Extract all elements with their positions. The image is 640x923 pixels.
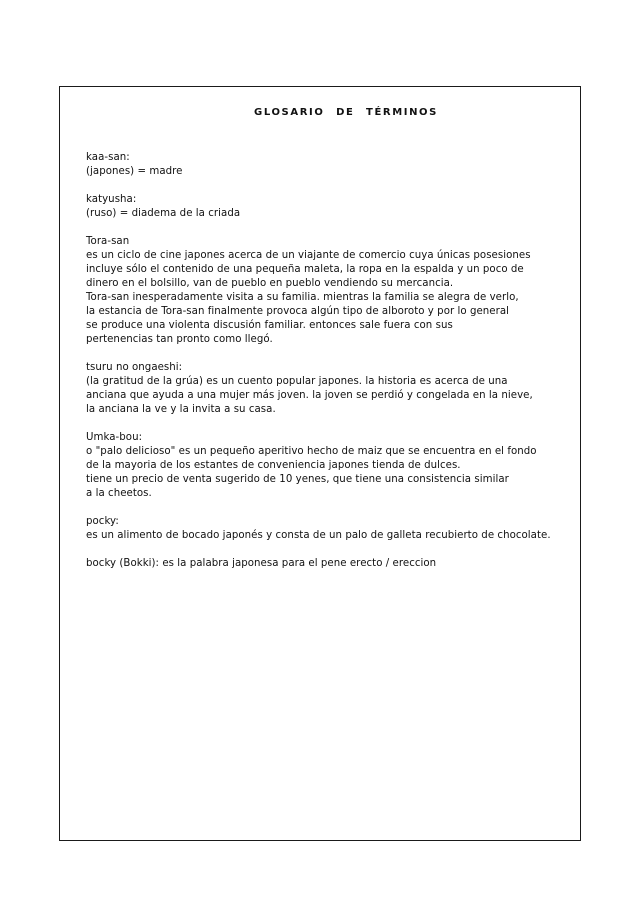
entry-definition-line: de la mayoria de los estantes de conveniencia japones tienda de dulces. <box>86 460 461 471</box>
glossary-content <box>86 151 574 585</box>
entry-definition-line: la estancia de Tora-san finalmente provoca algún tipo de alboroto y por lo general <box>86 306 510 317</box>
glossary-entry-pocky <box>86 515 574 543</box>
glossary-entry-umka-bou <box>86 431 574 501</box>
entry-definition-line: (la gratitud de la grúa) es un cuento popular japones. la historia es acerca de una <box>86 376 508 387</box>
glossary-entry-katyusha <box>86 193 574 221</box>
entry-term-with-definition: bocky (Bokki): es la palabra japonesa para el pene erecto / ereccion <box>86 558 437 569</box>
entry-term: Umka-bou: <box>86 432 143 443</box>
entry-definition-line: se produce una violenta discusión familiar. entonces sale fuera con sus <box>86 320 453 331</box>
entry-term: Tora-san <box>86 236 130 247</box>
glossary-entry-bocky <box>86 557 574 571</box>
entry-definition-line: es un alimento de bocado japonés y consta de un palo de galleta recubierto de chocolate. <box>86 530 551 541</box>
entry-definition-line: la anciana la ve y la invita a su casa. <box>86 404 276 415</box>
entry-definition-line: o "palo delicioso" es un pequeño aperitivo hecho de maiz que se encuentra en el fondo <box>86 446 537 457</box>
glossary-entry-tora-san <box>86 235 574 347</box>
entry-definition-line: tiene un precio de venta sugerido de 10 yenes, que tiene una consistencia similar <box>86 474 509 485</box>
entry-definition-line: Tora-san inesperadamente visita a su familia. mientras la familia se alegra de verlo, <box>86 292 519 303</box>
entry-definition-line: es un ciclo de cine japones acerca de un viajante de comercio cuya únicas posesiones <box>86 250 531 261</box>
entry-definition-line: (ruso) = diadema de la criada <box>86 208 241 219</box>
entry-term: katyusha: <box>86 194 137 205</box>
entry-term: tsuru no ongaeshi: <box>86 362 183 373</box>
page-title: glosario de términos <box>254 103 438 119</box>
entry-definition-line: (japones) = madre <box>86 166 183 177</box>
glossary-entry-tsuru-no-ongaeshi <box>86 361 574 417</box>
entry-definition-line: incluye sólo el contenido de una pequeña maleta, la ropa en la espalda y un poco de <box>86 264 524 275</box>
glossary-entry-kaa-san <box>86 151 574 179</box>
entry-definition-line: a la cheetos. <box>86 488 152 499</box>
entry-definition-line: pertenencias tan pronto como llegó. <box>86 334 273 345</box>
entry-term: pocky: <box>86 516 119 527</box>
entry-term: kaa-san: <box>86 152 130 163</box>
entry-definition-line: dinero en el bolsillo, van de pueblo en pueblo vendiendo su mercancia. <box>86 278 454 289</box>
entry-definition-line: anciana que ayuda a una mujer más joven. la joven se perdió y congelada en la nieve, <box>86 390 533 401</box>
